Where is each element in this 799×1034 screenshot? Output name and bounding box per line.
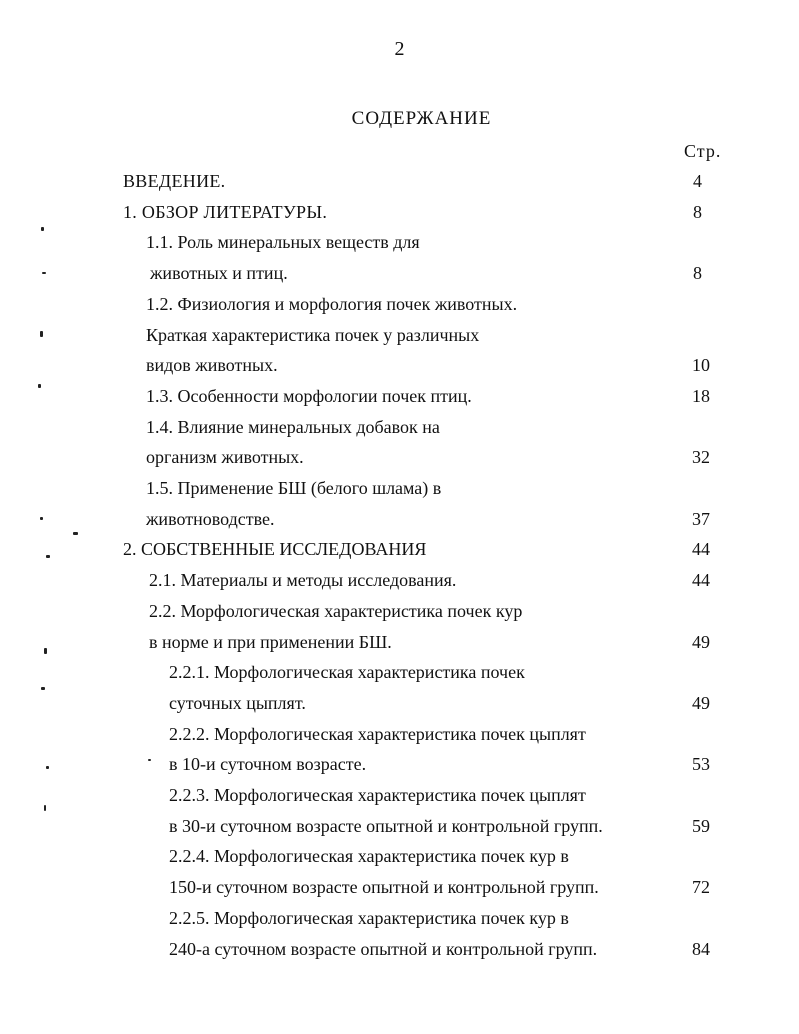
toc-entry-line: 1.2. Физиология и морфология почек животных. bbox=[146, 293, 518, 314]
toc-entry-line: организм животных. bbox=[146, 447, 304, 468]
toc-page-number: 53 bbox=[692, 754, 710, 775]
page-number: 2 bbox=[394, 38, 405, 60]
toc-page-number: 49 bbox=[692, 692, 710, 713]
toc-entry-line: Краткая характеристика почек у различных bbox=[146, 324, 480, 345]
toc-entry-line: ВВЕДЕНИЕ. bbox=[123, 171, 226, 191]
toc-entry-line: суточных цыплят. bbox=[169, 692, 306, 713]
toc-entry-line: 2. СОБСТВЕННЫЕ ИССЛЕДОВАНИЯ bbox=[123, 539, 427, 560]
toc-page-number: 18 bbox=[692, 385, 710, 406]
toc-entry-line: 2.1. Материалы и методы исследования. bbox=[149, 570, 457, 591]
toc-entry-line: 240-а суточном возрасте опытной и контрольной групп. bbox=[169, 938, 598, 959]
toc-entry-line: 2.2.4. Морфологическая характеристика почек кур в bbox=[169, 846, 569, 867]
toc-entry-line: 1.3. Особенности морфологии почек птиц. bbox=[146, 385, 472, 406]
toc-entry-line: 2.2.2. Морфологическая характеристика почек цыплят bbox=[169, 723, 586, 744]
toc-page-number: 72 bbox=[692, 877, 710, 898]
toc-page-number: 10 bbox=[692, 355, 710, 376]
pages-column-label: Стр. bbox=[684, 141, 722, 161]
toc-page-number: 84 bbox=[692, 938, 710, 959]
toc-page-number: 44 bbox=[692, 570, 710, 591]
toc-entry-line: 2.2. Морфологическая характеристика почек кур bbox=[149, 600, 523, 621]
toc-entry-line: 2.2.5. Морфологическая характеристика почек кур в bbox=[169, 907, 569, 928]
toc-entry-line: животноводстве. bbox=[146, 508, 275, 529]
toc-title: СОДЕРЖАНИЕ bbox=[351, 108, 492, 129]
toc-entry-line: 2.2.3. Морфологическая характеристика почек цыплят bbox=[169, 785, 586, 805]
toc-entry-line: 2.2.1. Морфологическая характеристика почек bbox=[169, 662, 525, 683]
toc-page-number: 32 bbox=[692, 447, 710, 468]
toc-page-number: 59 bbox=[692, 815, 710, 836]
toc-page-number: 4 bbox=[693, 171, 702, 191]
toc-page-number: 37 bbox=[692, 508, 710, 529]
toc-entry-line: в 10-и суточном возрасте. bbox=[169, 754, 367, 775]
toc-entry-line: животных и птиц. bbox=[150, 263, 288, 284]
toc-entry-line: в 30-и суточном возрасте опытной и контрольной групп. bbox=[169, 815, 603, 836]
toc-entry-line: в норме и при применении БШ. bbox=[149, 631, 392, 652]
toc-page-number: 8 bbox=[693, 201, 702, 222]
toc-entry-line: 150-и суточном возрасте опытной и контрольной групп. bbox=[169, 877, 599, 898]
toc-entry-line: 1.5. Применение БШ (белого шлама) в bbox=[146, 478, 442, 498]
toc-page-number: 8 bbox=[693, 263, 702, 284]
toc-entry-line: 1.4. Влияние минеральных добавок на bbox=[146, 416, 440, 437]
toc-page-number: 49 bbox=[692, 631, 710, 652]
toc-entry-line: видов животных. bbox=[146, 355, 278, 376]
toc-entry-line: 1.1. Роль минеральных веществ для bbox=[146, 232, 420, 253]
toc-page-number: 44 bbox=[692, 539, 710, 560]
toc-entry-line: 1. ОБЗОР ЛИТЕРАТУРЫ. bbox=[123, 201, 328, 222]
